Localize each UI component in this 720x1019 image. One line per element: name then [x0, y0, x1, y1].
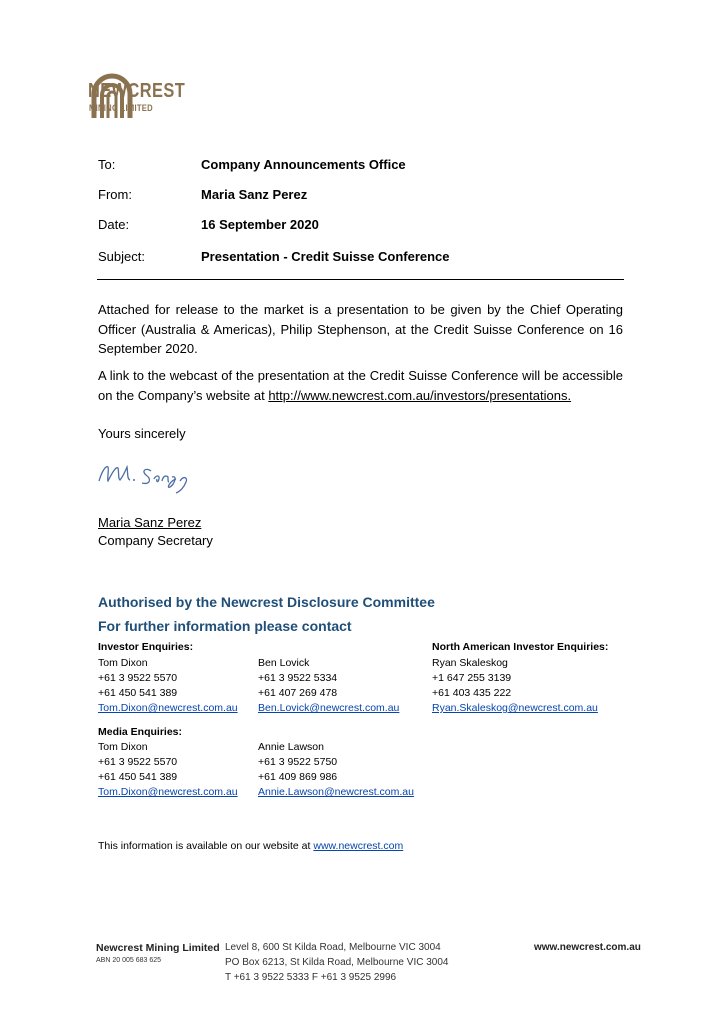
logo-subtitle: MINING LIMITED: [89, 103, 153, 113]
north-american-heading: North American Investor Enquiries:: [432, 641, 609, 653]
subject-value: Presentation - Credit Suisse Conference: [201, 249, 450, 264]
website-note-link[interactable]: www.newcrest.com: [313, 840, 404, 852]
footer-website: www.newcrest.com.au: [534, 942, 641, 953]
media-heading: Media Enquiries:: [98, 726, 183, 738]
from-label: From:: [98, 187, 132, 202]
footer-address-2: PO Box 6213, St Kilda Road, Melbourne VIC 3004: [225, 957, 449, 968]
media-contact-2-phone2: +61 409 869 986: [258, 771, 338, 783]
investor-heading: Investor Enquiries:: [98, 641, 194, 653]
footer-abn: ABN 20 005 683 625: [96, 957, 161, 964]
logo-wordmark: NEWCREST: [88, 80, 186, 102]
north-american-phone1: +1 647 255 3139: [432, 672, 512, 684]
signatory-name: Maria Sanz Perez: [98, 515, 202, 530]
website-note: This information is available on our website at www.newcrest.com: [98, 840, 404, 852]
investor-contact-1-phone2: +61 450 541 389: [98, 687, 178, 699]
investor-contact-2-phone2: +61 407 269 478: [258, 687, 338, 699]
signatory-title: Company Secretary: [98, 533, 213, 548]
date-value: 16 September 2020: [201, 217, 319, 232]
media-contact-2-name: Annie Lawson: [258, 741, 324, 753]
media-contact-1-name: Tom Dixon: [98, 741, 148, 753]
footer-company: Newcrest Mining Limited: [96, 942, 220, 954]
north-american-name: Ryan Skaleskog: [432, 657, 508, 669]
investor-contact-1-phone1: +61 3 9522 5570: [98, 672, 178, 684]
to-value: Company Announcements Office: [201, 157, 406, 172]
north-american-phone2: +61 403 435 222: [432, 687, 512, 699]
investor-contact-2-name: Ben Lovick: [258, 657, 310, 669]
closing: Yours sincerely: [98, 426, 186, 441]
footer-phones: T +61 3 9522 5333 F +61 3 9525 2996: [225, 972, 397, 983]
to-label: To:: [98, 157, 116, 172]
investor-contact-1-name: Tom Dixon: [98, 657, 148, 669]
investor-contact-1-email[interactable]: Tom.Dixon@newcrest.com.au: [98, 702, 238, 714]
subject-label: Subject:: [98, 249, 145, 264]
authorised-heading: Authorised by the Newcrest Disclosure Committee: [98, 594, 435, 610]
signature-icon: [96, 457, 201, 495]
header-divider: [97, 279, 624, 280]
footer-address-1: Level 8, 600 St Kilda Road, Melbourne VIC 3004: [225, 942, 441, 953]
body-paragraph-1: Attached for release to the market is a presentation to be given by the Chief Operating Officer (Australia & Americas), Philip Stephenson, at the Credit Suisse Conference on 16 September 2020.: [98, 302, 623, 356]
investor-contact-2-phone1: +61 3 9522 5334: [258, 672, 338, 684]
media-contact-2-phone1: +61 3 9522 5750: [258, 756, 338, 768]
from-value: Maria Sanz Perez: [201, 187, 308, 202]
media-contact-1-email[interactable]: Tom.Dixon@newcrest.com.au: [98, 786, 238, 798]
media-contact-1-phone1: +61 3 9522 5570: [98, 756, 178, 768]
body-paragraph-2: A link to the webcast of the presentation at the Credit Suisse Conference will be accessible on the Company’s website at http://www.newcrest.com.au/investors/presentations.: [98, 368, 623, 403]
north-american-email[interactable]: Ryan.Skaleskog@newcrest.com.au: [432, 702, 598, 714]
presentations-link[interactable]: http://www.newcrest.com.au/investors/presentations.: [268, 387, 572, 403]
contact-heading: For further information please contact: [98, 618, 352, 634]
media-contact-2-email[interactable]: Annie.Lawson@newcrest.com.au: [258, 786, 414, 798]
date-label: Date:: [98, 217, 130, 232]
media-contact-1-phone2: +61 450 541 389: [98, 771, 178, 783]
investor-contact-2-email[interactable]: Ben.Lovick@newcrest.com.au: [258, 702, 400, 714]
